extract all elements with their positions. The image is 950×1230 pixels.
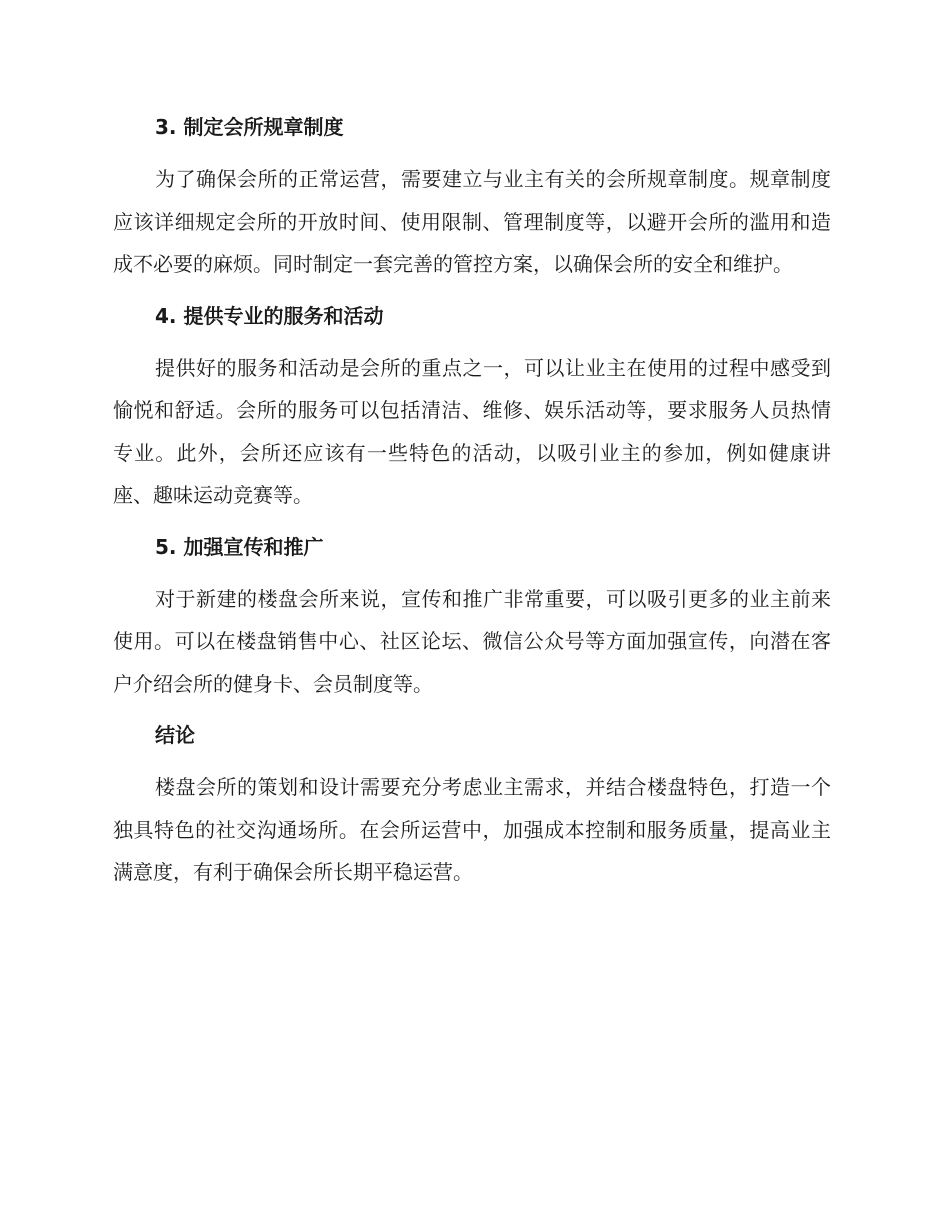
section-rules bbox=[113, 109, 831, 286]
section-heading: 结论 bbox=[155, 723, 195, 747]
section-paragraph: 对于新建的楼盘会所来说，宣传和推广非常重要，可以吸引更多的业主前来使用。可以在楼盘销售中心、社区论坛、微信公众号等方面加强宣传，向潜在客户介绍会所的健身卡、会员制度等。 bbox=[113, 586, 831, 696]
section-heading: 4. 提供专业的服务和活动 bbox=[155, 303, 384, 328]
section-promotion bbox=[113, 529, 831, 706]
section-conclusion bbox=[113, 717, 831, 894]
section-paragraph: 楼盘会所的策划和设计需要充分考虑业主需求，并结合楼盘特色，打造一个独具特色的社交沟通场所。在会所运营中，加强成本控制和服务质量，提高业主满意度，有利于确保会所长期平稳运营。 bbox=[113, 775, 831, 884]
section-heading: 3. 制定会所规章制度 bbox=[155, 115, 344, 139]
section-paragraph: 为了确保会所的正常运营，需要建立与业主有关的会所规章制度。规章制度应该详细规定会所的开放时间、使用限制、管理制度等，以避开会所的滥用和造成不必要的麻烦。同时制定一套完善的管控方案，以确保会所的安全和维护。 bbox=[113, 167, 831, 276]
section-services bbox=[113, 298, 831, 517]
document-content bbox=[113, 109, 831, 906]
section-paragraph: 提供好的服务和活动是会所的重点之一，可以让业主在使用的过程中感受到愉悦和舒适。会所的服务可以包括清洁、维修、娱乐活动等，要求服务人员热情专业。此外，会所还应该有一些特色的活动，以吸引业主的参加，例如健康讲座、趣味运动竞赛等。 bbox=[113, 355, 831, 507]
section-heading: 5. 加强宣传和推广 bbox=[155, 534, 324, 559]
